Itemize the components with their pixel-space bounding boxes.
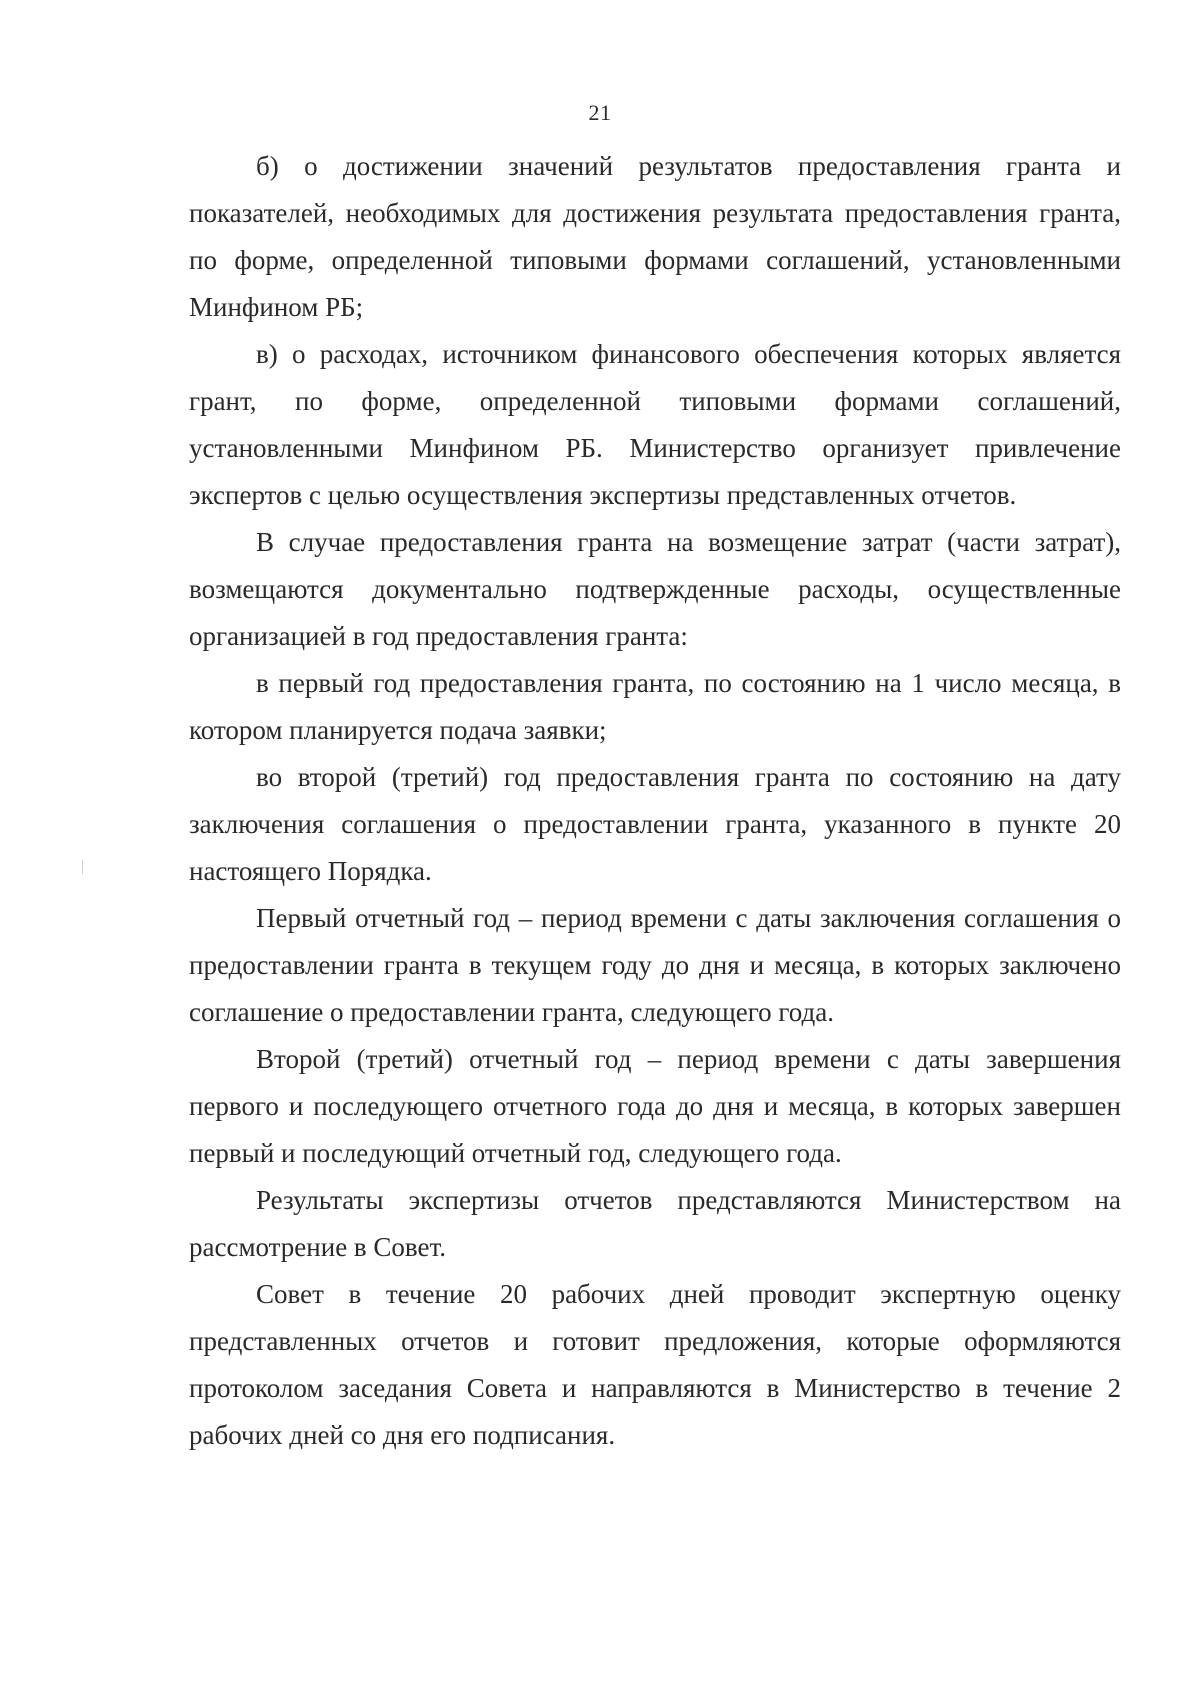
paragraph-v-expenses-report: в) о расходах, источником финансового обеспечения которых является грант, по форме, определенной типовыми формами соглашений, установленными Минфином РБ. Министерство организует привлечение экспертов с целью осуществления экспертизы представленных отчетов. [189,339,1121,510]
paragraph-cost-reimbursement: В случае предоставления гранта на возмещение затрат (части затрат), возмещаются документально подтвержденные расходы, осуществленные организацией в год предоставления гранта: [189,527,1121,651]
paragraph-b-results-report: б) о достижении значений результатов предоставления гранта и показателей, необходимых для достижения результата предоставления гранта, по форме, определенной типовыми формами соглашений, установленными Минфином РБ; [189,151,1121,322]
paragraph-council-review: Совет в течение 20 рабочих дней проводит экспертную оценку представленных отчетов и готовит предложения, которые оформляются протоколом заседания Совета и направляются в Министерство в течение 2 рабочих дней со дня его подписания. [189,1279,1121,1450]
document-body [189,143,1121,1459]
paragraph-expertise-results: Результаты экспертизы отчетов представляются Министерством на рассмотрение в Совет. [189,1185,1121,1262]
paragraph-second-third-year: во второй (третий) год предоставления гранта по состоянию на дату заключения соглашения о предоставлении гранта, указанного в пункте 20 настоящего Порядка. [189,762,1121,886]
paragraph-first-year: в первый год предоставления гранта, по состоянию на 1 число месяца, в котором планируется подача заявки; [189,668,1121,745]
paragraph-first-reporting-year: Первый отчетный год – период времени с даты заключения соглашения о предоставлении гранта в текущем году до дня и месяца, в которых заключено соглашение о предоставлении гранта, следующего года. [189,903,1121,1027]
paragraph-second-reporting-year: Второй (третий) отчетный год – период времени с даты завершения первого и последующего отчетного года до дня и месяца, в которых завершен первый и последующий отчетный год, следующего года. [189,1044,1121,1168]
page-number: 21 [588,100,612,125]
scan-mark [82,860,83,874]
